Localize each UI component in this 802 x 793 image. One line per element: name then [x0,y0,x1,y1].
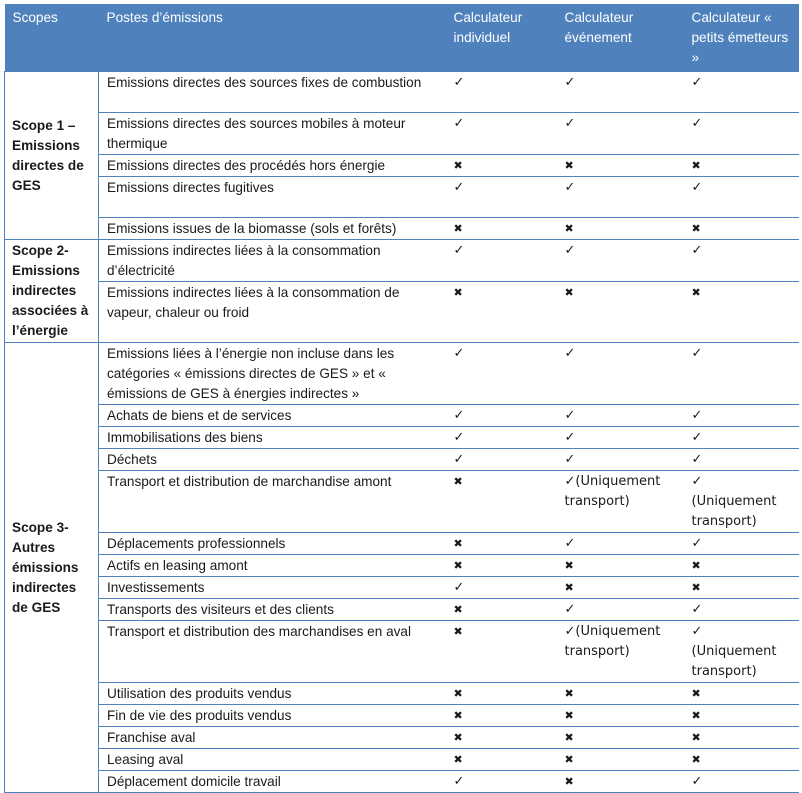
check-icon: ✓ [557,240,684,282]
header-postes: Postes d’émissions [99,4,446,72]
check-icon: ✓ [684,113,799,155]
check-icon: ✓ [684,343,799,405]
check-icon: ✓ [684,240,799,282]
poste-cell: Leasing aval [99,749,446,771]
cross-icon: ✖ [684,577,799,599]
cross-icon: ✖ [684,555,799,577]
check-icon: ✓ [557,177,684,218]
poste-cell: Fin de vie des produits vendus [99,705,446,727]
table-row [5,577,799,599]
check-icon: ✓ [684,405,799,427]
poste-cell: Emissions indirectes liées à la consommation d’électricité [99,240,446,282]
check-icon: ✓ [446,177,557,218]
table-row [5,72,799,113]
header-scopes: Scopes [5,4,99,72]
poste-cell: Emissions directes des sources mobiles à moteur thermique [99,113,446,155]
table-row [5,405,799,427]
check-icon: ✓ [557,427,684,449]
check-icon: ✓ [684,449,799,471]
poste-cell: Transports des visiteurs et des clients [99,599,446,621]
cross-icon: ✖ [446,705,557,727]
cross-icon: ✖ [557,771,684,793]
check-icon: ✓ [446,427,557,449]
poste-cell: Emissions issues de la biomasse (sols et forêts) [99,218,446,240]
check-icon: ✓ [446,405,557,427]
check-icon: ✓ [446,343,557,405]
cross-icon: ✖ [557,218,684,240]
table-row [5,282,799,343]
cross-icon: ✖ [684,683,799,705]
cross-icon: ✖ [684,749,799,771]
table-row [5,599,799,621]
cross-icon: ✖ [684,218,799,240]
check-icon: ✓ [446,240,557,282]
check-icon: ✓ [684,177,799,218]
cross-icon: ✖ [446,599,557,621]
poste-cell: Investissements [99,577,446,599]
cross-icon: ✖ [557,683,684,705]
table-row [5,240,799,282]
check-icon: ✓ (Uniquement transport) [684,621,799,683]
check-icon: ✓ [557,343,684,405]
check-icon: ✓ [557,72,684,113]
poste-cell: Transport et distribution des marchandises en aval [99,621,446,683]
poste-cell: Déchets [99,449,446,471]
cross-icon: ✖ [446,282,557,343]
check-icon: ✓(Uniquement transport) [557,471,684,533]
check-icon: ✓ (Uniquement transport) [684,471,799,533]
poste-cell: Franchise aval [99,727,446,749]
poste-cell: Transport et distribution de marchandise amont [99,471,446,533]
table-row [5,555,799,577]
poste-cell: Déplacements professionnels [99,533,446,555]
cross-icon: ✖ [446,533,557,555]
check-icon: ✓ [557,449,684,471]
cross-icon: ✖ [557,727,684,749]
check-icon: ✓(Uniquement transport) [557,621,684,683]
header-row [5,4,799,72]
table-row [5,471,799,533]
scope-label: Scope 3- Autres émissions indirectes de GES [5,343,99,793]
check-icon: ✓ [446,771,557,793]
cross-icon: ✖ [684,282,799,343]
header-calculateur-individuel: Calculateur individuel [446,4,557,72]
table-row [5,727,799,749]
poste-cell: Emissions indirectes liées à la consommation de vapeur, chaleur ou froid [99,282,446,343]
check-icon: ✓ [446,113,557,155]
check-icon: ✓ [684,427,799,449]
cross-icon: ✖ [557,705,684,727]
poste-cell: Emissions directes des sources fixes de combustion [99,72,446,113]
table-row [5,449,799,471]
header-calculateur-evenement: Calculateur événement [557,4,684,72]
scope-label: Scope 2- Emissions indirectes associées à l’énergie [5,240,99,343]
poste-cell: Utilisation des produits vendus [99,683,446,705]
cross-icon: ✖ [557,155,684,177]
check-icon: ✓ [557,113,684,155]
check-icon: ✓ [684,599,799,621]
cross-icon: ✖ [684,155,799,177]
table-body [5,72,799,793]
table-row [5,218,799,240]
scope-label: Scope 1 – Emissions directes de GES [5,72,99,240]
table-row [5,177,799,218]
cross-icon: ✖ [446,749,557,771]
cross-icon: ✖ [446,727,557,749]
cross-icon: ✖ [557,555,684,577]
table-row [5,533,799,555]
check-icon: ✓ [684,72,799,113]
check-icon: ✓ [446,449,557,471]
poste-cell: Achats de biens et de services [99,405,446,427]
cross-icon: ✖ [557,577,684,599]
cross-icon: ✖ [446,218,557,240]
table-row [5,749,799,771]
table-row [5,343,799,405]
table-row [5,621,799,683]
table-row [5,427,799,449]
table-row [5,683,799,705]
poste-cell: Actifs en leasing amont [99,555,446,577]
cross-icon: ✖ [446,621,557,683]
check-icon: ✓ [557,405,684,427]
table-row [5,113,799,155]
check-icon: ✓ [446,577,557,599]
emissions-table [4,4,799,793]
cross-icon: ✖ [446,471,557,533]
table-row [5,771,799,793]
poste-cell: Emissions directes des procédés hors énergie [99,155,446,177]
check-icon: ✓ [684,533,799,555]
cross-icon: ✖ [557,282,684,343]
poste-cell: Emissions directes fugitives [99,177,446,218]
cross-icon: ✖ [684,705,799,727]
table-row [5,705,799,727]
table-row [5,155,799,177]
check-icon: ✓ [446,72,557,113]
cross-icon: ✖ [684,727,799,749]
header-calculateur-petits-emetteurs: Calculateur « petits émetteurs » [684,4,799,72]
cross-icon: ✖ [446,555,557,577]
check-icon: ✓ [557,533,684,555]
cross-icon: ✖ [557,749,684,771]
poste-cell: Immobilisations des biens [99,427,446,449]
poste-cell: Déplacement domicile travail [99,771,446,793]
cross-icon: ✖ [446,683,557,705]
poste-cell: Emissions liées à l’énergie non incluse dans les catégories « émissions directes de GES » et « émissions de GES à énergies indirectes » [99,343,446,405]
check-icon: ✓ [557,599,684,621]
cross-icon: ✖ [446,155,557,177]
check-icon: ✓ [684,771,799,793]
